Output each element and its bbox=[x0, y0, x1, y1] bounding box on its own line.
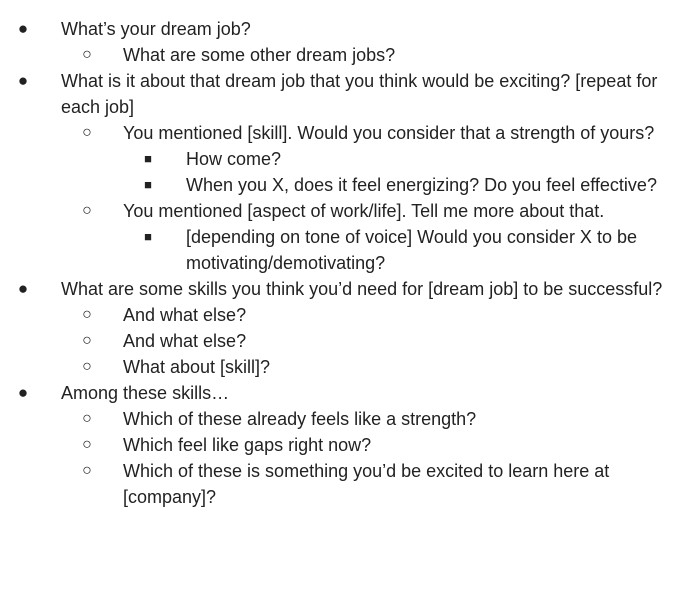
list-item bbox=[0, 198, 694, 224]
list-item bbox=[0, 224, 694, 276]
filled-circle-bullet-icon: ● bbox=[17, 279, 29, 298]
list-item-text: And what else? bbox=[123, 305, 247, 325]
hollow-circle-bullet-icon: ○ bbox=[82, 436, 92, 453]
list-item-text: How come? bbox=[186, 149, 282, 169]
list-item bbox=[0, 380, 694, 406]
hollow-circle-bullet-icon: ○ bbox=[82, 462, 92, 479]
list-item bbox=[0, 68, 694, 120]
hollow-circle-bullet-icon: ○ bbox=[82, 46, 92, 63]
list-item-text: Among these skills… bbox=[61, 383, 230, 403]
list-item-text: Which feel like gaps right now? bbox=[123, 435, 372, 455]
list-item bbox=[0, 302, 694, 328]
list-item-text: What are some other dream jobs? bbox=[123, 45, 396, 65]
list-item-text: What is it about that dream job that you think would be exciting? [repeat for each job] bbox=[61, 71, 658, 117]
list-item bbox=[0, 172, 694, 198]
list-item bbox=[0, 16, 694, 42]
list-item bbox=[0, 42, 694, 68]
list-item bbox=[0, 354, 694, 380]
filled-circle-bullet-icon: ● bbox=[17, 383, 29, 402]
filled-square-bullet-icon: ■ bbox=[144, 229, 152, 244]
interview-question-list bbox=[0, 16, 694, 510]
list-item-text: What are some skills you think you’d need for [dream job] to be successful? bbox=[61, 279, 663, 299]
hollow-circle-bullet-icon: ○ bbox=[82, 358, 92, 375]
list-item bbox=[0, 458, 694, 510]
hollow-circle-bullet-icon: ○ bbox=[82, 202, 92, 219]
filled-square-bullet-icon: ■ bbox=[144, 151, 152, 166]
list-item-text: Which of these is something you’d be excited to learn here at [company]? bbox=[123, 461, 610, 507]
list-item-text: [depending on tone of voice] Would you consider X to be motivating/demotivating? bbox=[186, 227, 637, 273]
list-item bbox=[0, 276, 694, 302]
hollow-circle-bullet-icon: ○ bbox=[82, 410, 92, 427]
filled-circle-bullet-icon: ● bbox=[17, 19, 29, 38]
list-item-text: When you X, does it feel energizing? Do you feel effective? bbox=[186, 175, 657, 195]
list-item-text: What’s your dream job? bbox=[61, 19, 251, 39]
list-item-text: What about [skill]? bbox=[123, 357, 271, 377]
list-item bbox=[0, 146, 694, 172]
list-item-text: You mentioned [skill]. Would you consider that a strength of yours? bbox=[123, 123, 655, 143]
list-item-text: Which of these already feels like a strength? bbox=[123, 409, 477, 429]
list-item-text: You mentioned [aspect of work/life]. Tell me more about that. bbox=[123, 201, 605, 221]
filled-square-bullet-icon: ■ bbox=[144, 177, 152, 192]
list-item bbox=[0, 432, 694, 458]
list-item bbox=[0, 328, 694, 354]
filled-circle-bullet-icon: ● bbox=[17, 71, 29, 90]
list-item bbox=[0, 120, 694, 146]
list-item-text: And what else? bbox=[123, 331, 247, 351]
hollow-circle-bullet-icon: ○ bbox=[82, 332, 92, 349]
list-item bbox=[0, 406, 694, 432]
hollow-circle-bullet-icon: ○ bbox=[82, 124, 92, 141]
hollow-circle-bullet-icon: ○ bbox=[82, 306, 92, 323]
